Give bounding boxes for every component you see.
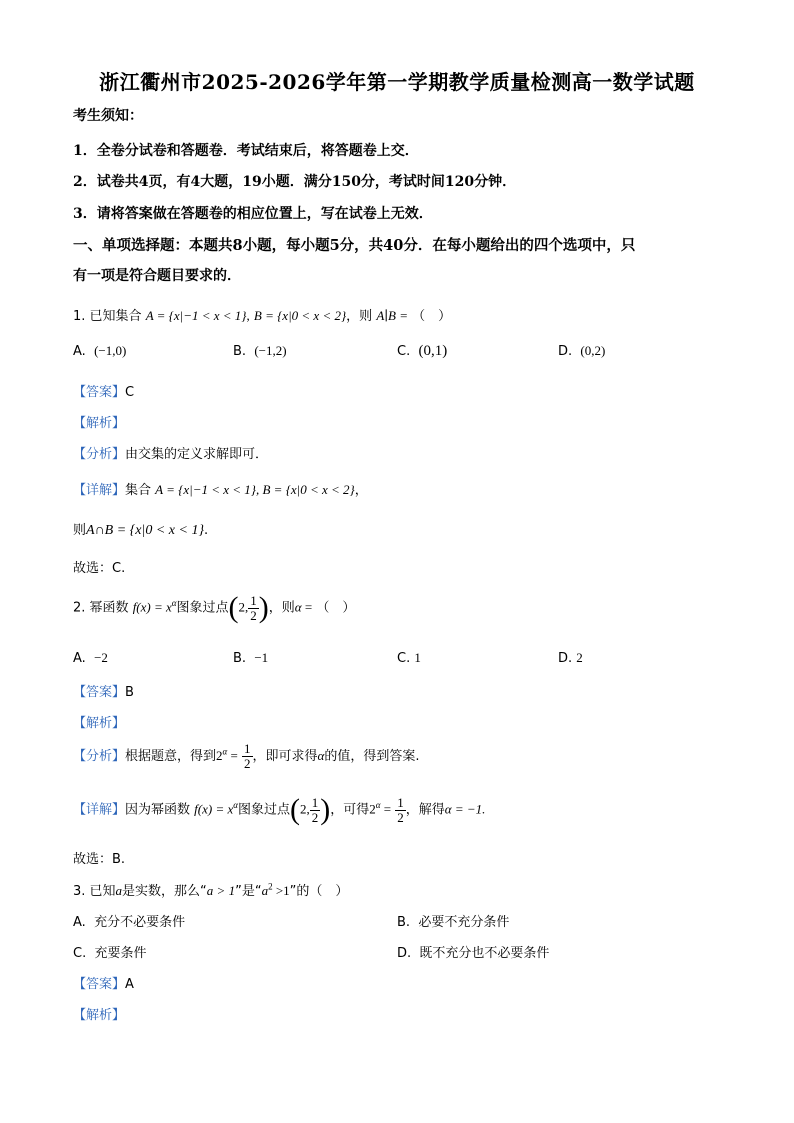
q1-option-a: A. (−1,0): [73, 343, 127, 359]
q3-jiexi-tag: 【解析】: [73, 1008, 126, 1023]
q1-option-b: B. (−1,2): [233, 343, 287, 359]
q1-set-b: B = {x|0 < x < 2}: [253, 308, 347, 323]
answer-tag: 【答案】: [73, 385, 126, 400]
q3-option-c: C. 充要条件: [73, 946, 147, 961]
q3-option-d: D. 既不充分也不必要条件: [397, 946, 550, 961]
q3-answer: 【答案】A: [73, 977, 134, 992]
q2-stem: 2. 幂函数 $f(x) = x^\alpha$图象过点(2, $\frac{1}{2}$ )，则α = （ ）: [73, 591, 356, 624]
page-title: 浙江衢州市2025-2026学年第一学期教学质量检测高一数学试题: [99, 70, 695, 94]
q3-stem: 3. 已知a是实数，那么“a > 1”是“$a^2 >1$”的（ ）: [73, 881, 349, 899]
q2-jiexi-tag: 【解析】: [73, 716, 126, 731]
notice-item-3: 3．请将答案做在答题卷的相应位置上，写在试卷上无效．: [73, 206, 433, 222]
q1-mid: ，则: [346, 309, 373, 324]
q1-option-c: C. (0,1): [397, 343, 448, 359]
q3-option-b: B. 必要不充分条件: [397, 915, 510, 930]
notice-item-1: 1．全卷分试卷和答题卷．考试结束后，将答题卷上交．: [73, 143, 419, 159]
q2-xiangjie: 【详解】因为幂函数 $f(x) = x^\alpha$图象过点(2, $\frac{1}{2}$ )，可得$2^\alpha$ = $\frac{1}{2}$ ，解得α = −1.: [73, 793, 486, 826]
q1-blank: （ ）: [412, 309, 452, 324]
q1-sep: ,: [246, 308, 250, 323]
section1-line1: 一、单项选择题：本题共8小题，每小题5分，共40分．在每小题给出的四个选项中，只: [73, 237, 636, 254]
section1-line2: 有一项是符合题目要求的．: [73, 268, 241, 284]
q1-option-d: D. (0,2): [558, 343, 606, 359]
q1-result: 则A∩B = {x|0 < x < 1}.: [73, 523, 209, 538]
q1-set-a: A = {x|−1 < x < 1}: [145, 308, 247, 323]
q1-jiexi-tag: 【解析】: [73, 416, 126, 431]
q1-xiangjie: 【详解】集合 A = {x|−1 < x < 1}, B = {x|0 < x < 2}，: [73, 482, 368, 498]
q1-prefix: 1. 已知集合: [73, 309, 142, 324]
notice-item-2: 2．试卷共4页，有4大题，19小题．满分150分，考试时间120分钟．: [73, 174, 517, 190]
q2-option-d: D. 2: [558, 650, 583, 666]
q3-option-a: A. 充分不必要条件: [73, 915, 186, 930]
q1-fenxi: 【分析】由交集的定义求解即可．: [73, 447, 269, 462]
q1-expr: A∣B =: [376, 308, 409, 323]
q1-answer: [73, 381, 134, 400]
q1-answer-value: C: [125, 385, 135, 400]
q2-fenxi: 【分析】根据题意，得到$2^\alpha$ = $\frac{1}{2}$ ，即可求得α的值，得到答案.: [73, 741, 420, 771]
q2-answer: 【答案】B: [73, 685, 134, 700]
q2-option-c: C. 1: [397, 650, 421, 666]
q2-option-b: B. −1: [233, 650, 269, 666]
notice-heading: 考生须知：: [73, 108, 143, 124]
q2-option-a: A. −2: [73, 650, 108, 666]
q1-stem: [73, 305, 451, 324]
q2-conclusion: 故选：B.: [73, 852, 126, 867]
q1-conclusion: 故选：C.: [73, 561, 126, 576]
